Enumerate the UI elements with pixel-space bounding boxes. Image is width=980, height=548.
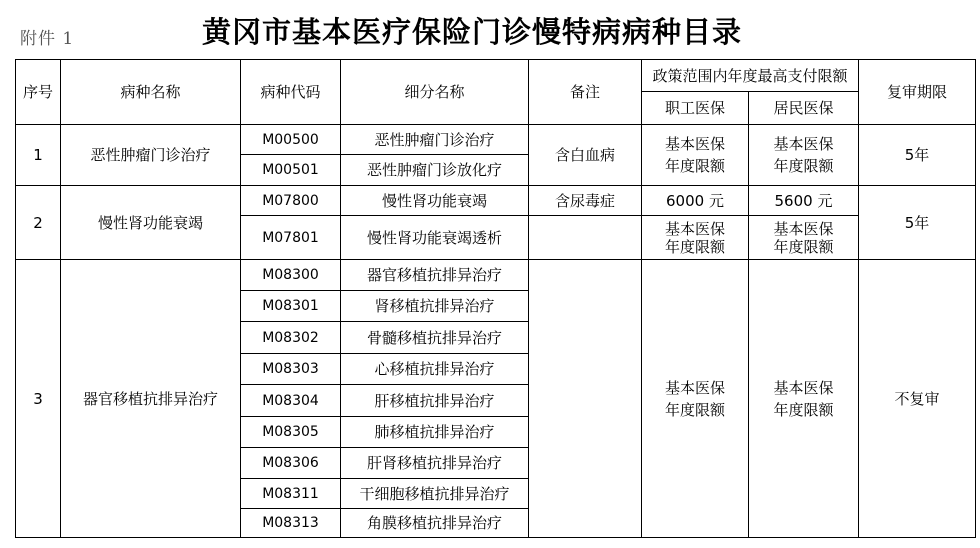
header-resident-insurance: 居民医保 — [749, 92, 859, 125]
limit-line: 年度限额 — [664, 400, 725, 419]
subdivision-name-cell: 干细胞移植抗排异治疗 — [341, 479, 529, 509]
disease-catalog-table — [15, 59, 976, 538]
limit-line: 基本医保 — [773, 135, 834, 153]
disease-code-cell: M07800 — [241, 186, 341, 216]
note-cell — [529, 216, 642, 260]
review-period-cell: 不复审 — [859, 260, 976, 538]
subdivision-name-cell: 肺移植抗排异治疗 — [341, 417, 529, 448]
resident-limit-cell — [749, 125, 859, 186]
limit-line: 年度限额 — [773, 157, 834, 175]
seq-cell: 1 — [16, 125, 61, 186]
resident-limit-cell — [749, 216, 859, 260]
page-title: 黄冈市基本医疗保险门诊慢特病病种目录 — [201, 15, 742, 49]
seq-cell: 3 — [16, 260, 61, 538]
subdivision-name-cell: 心移植抗排异治疗 — [341, 354, 529, 385]
disease-name-cell: 器官移植抗排异治疗 — [61, 260, 241, 538]
table-row — [16, 125, 976, 155]
subdivision-name-cell: 肾移植抗排异治疗 — [341, 291, 529, 322]
header-subdivision-name: 细分名称 — [341, 60, 529, 125]
note-cell: 含尿毒症 — [529, 186, 642, 216]
disease-code-cell: M00501 — [241, 155, 341, 186]
disease-code-cell: M08313 — [241, 509, 341, 538]
note-cell: 含白血病 — [529, 125, 642, 186]
disease-code-cell: M08311 — [241, 479, 341, 509]
disease-name-cell: 恶性肿瘤门诊治疗 — [61, 125, 241, 186]
review-period-cell: 5年 — [859, 125, 976, 186]
subdivision-name-cell: 恶性肿瘤门诊治疗 — [341, 125, 529, 155]
disease-name-cell: 慢性肾功能衰竭 — [61, 186, 241, 260]
disease-code-cell: M08301 — [241, 291, 341, 322]
header-policy-limit: 政策范围内年度最高支付限额 — [642, 60, 859, 92]
disease-code-cell: M08305 — [241, 417, 341, 448]
limit-line: 基本医保 — [664, 378, 725, 397]
disease-code-cell: M08300 — [241, 260, 341, 291]
seq-cell: 2 — [16, 186, 61, 260]
subdivision-name-cell: 恶性肿瘤门诊放化疗 — [341, 155, 529, 186]
employee-limit-cell — [642, 216, 749, 260]
header-disease-code: 病种代码 — [241, 60, 341, 125]
limit-line: 基本医保 — [773, 378, 834, 397]
attachment-label: 附件 1 — [20, 29, 75, 49]
disease-code-cell: M08304 — [241, 385, 341, 417]
subdivision-name-cell: 角膜移植抗排异治疗 — [341, 509, 529, 538]
disease-code-cell: M08306 — [241, 448, 341, 479]
header-row-1 — [16, 60, 976, 92]
subdivision-name-cell: 慢性肾功能衰竭透析 — [341, 216, 529, 260]
table-row — [16, 260, 976, 291]
subdivision-name-cell: 慢性肾功能衰竭 — [341, 186, 529, 216]
note-cell — [529, 260, 642, 538]
employee-limit-cell: 6000 元 — [642, 186, 749, 216]
disease-code-cell: M08303 — [241, 354, 341, 385]
limit-line: 年度限额 — [773, 237, 834, 256]
resident-limit-cell — [749, 260, 859, 538]
subdivision-name-cell: 骨髓移植抗排异治疗 — [341, 322, 529, 354]
limit-line: 基本医保 — [664, 219, 725, 238]
header-disease-name: 病种名称 — [61, 60, 241, 125]
employee-limit-cell — [642, 260, 749, 538]
limit-line: 基本医保 — [773, 219, 834, 238]
table-row — [16, 186, 976, 216]
disease-code-cell: M07801 — [241, 216, 341, 260]
subdivision-name-cell: 器官移植抗排异治疗 — [341, 260, 529, 291]
limit-line: 年度限额 — [664, 157, 725, 175]
limit-line: 基本医保 — [664, 135, 725, 153]
limit-line: 年度限额 — [664, 237, 725, 256]
limit-line: 年度限额 — [773, 400, 834, 419]
disease-code-cell: M00500 — [241, 125, 341, 155]
subdivision-name-cell: 肝肾移植抗排异治疗 — [341, 448, 529, 479]
subdivision-name-cell: 肝移植抗排异治疗 — [341, 385, 529, 417]
header-employee-insurance: 职工医保 — [642, 92, 749, 125]
header-note: 备注 — [529, 60, 642, 125]
resident-limit-cell: 5600 元 — [749, 186, 859, 216]
header-review-period: 复审期限 — [859, 60, 976, 125]
review-period-cell: 5年 — [859, 186, 976, 260]
header-seq: 序号 — [16, 60, 61, 125]
employee-limit-cell — [642, 125, 749, 186]
disease-code-cell: M08302 — [241, 322, 341, 354]
